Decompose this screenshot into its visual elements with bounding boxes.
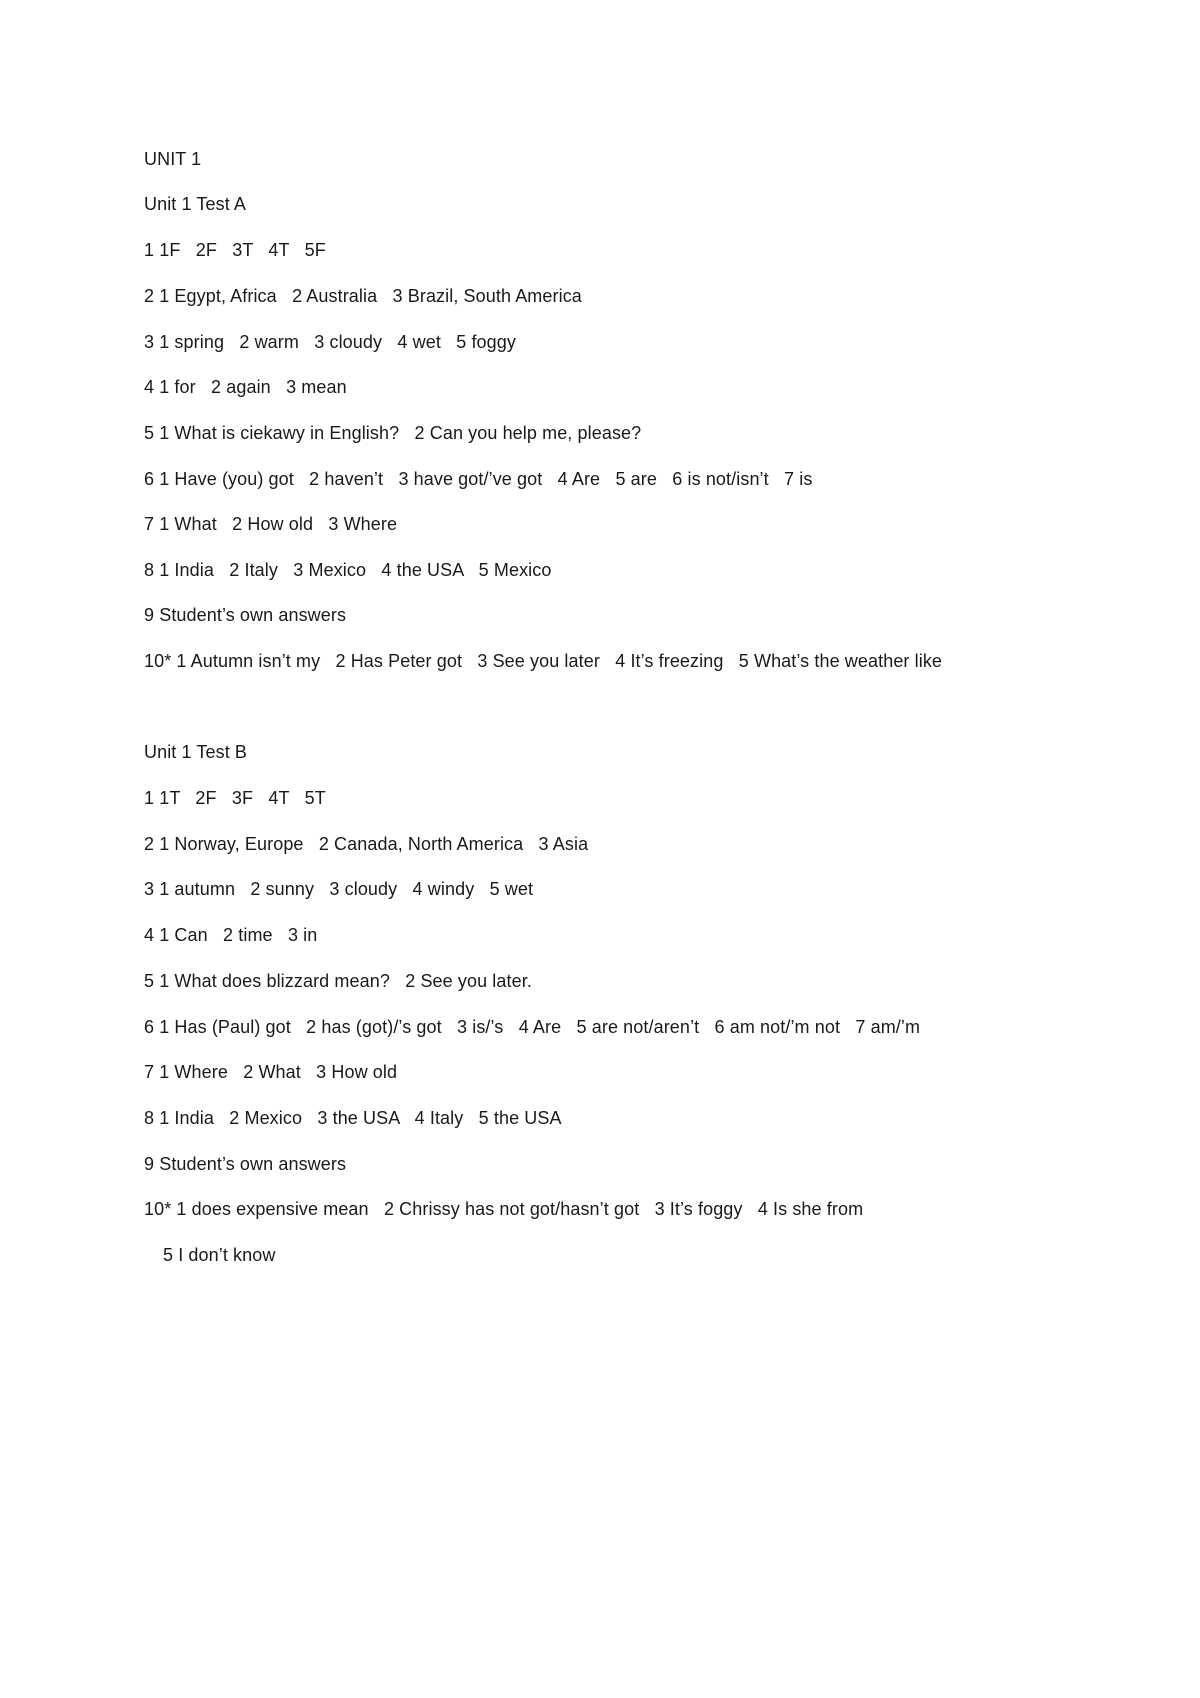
test-a-answer-8: 8 1 India 2 Italy 3 Mexico 4 the USA 5 Mexico bbox=[144, 560, 552, 580]
test-a-answer-7: 7 1 What 2 How old 3 Where bbox=[144, 514, 398, 534]
test-a-answer-4: 4 1 for 2 again 3 mean bbox=[144, 377, 347, 397]
test-b-answer-3: 3 1 autumn 2 sunny 3 cloudy 4 windy 5 wet bbox=[144, 879, 534, 899]
test-b-answer-5: 5 1 What does blizzard mean? 2 See you later. bbox=[144, 971, 532, 991]
test-b-answer-1: 1 1T 2F 3F 4T 5T bbox=[144, 788, 326, 808]
test-a-answer-10: 10* 1 Autumn isn’t my 2 Has Peter got 3 See you later 4 It’s freezing 5 What’s the weather like bbox=[144, 651, 943, 671]
test-b-answer-4: 4 1 Can 2 time 3 in bbox=[144, 925, 318, 945]
test-a-answer-2: 2 1 Egypt, Africa 2 Australia 3 Brazil, South America bbox=[144, 286, 582, 306]
test-b-heading: Unit 1 Test B bbox=[144, 742, 248, 762]
test-b-answer-7: 7 1 Where 2 What 3 How old bbox=[144, 1062, 398, 1082]
test-b-answer-8: 8 1 India 2 Mexico 3 the USA 4 Italy 5 the USA bbox=[144, 1108, 562, 1128]
test-a-answer-1: 1 1F 2F 3T 4T 5F bbox=[144, 240, 326, 260]
test-b-answer-6: 6 1 Has (Paul) got 2 has (got)/’s got 3 is/’s 4 Are 5 are not/aren’t 6 am not/’m not 7 am/’m bbox=[144, 1017, 921, 1037]
test-b-answer-2: 2 1 Norway, Europe 2 Canada, North America 3 Asia bbox=[144, 834, 589, 854]
test-a-heading: Unit 1 Test A bbox=[144, 194, 247, 214]
test-b-answer-10: 10* 1 does expensive mean 2 Chrissy has not got/hasn’t got 3 It’s foggy 4 Is she from bbox=[144, 1199, 864, 1219]
test-a-answer-3: 3 1 spring 2 warm 3 cloudy 4 wet 5 foggy bbox=[144, 332, 516, 352]
unit-title: UNIT 1 bbox=[144, 149, 202, 169]
test-b-answer-10-continued: 5 I don’t know bbox=[163, 1245, 276, 1265]
test-a-answer-6: 6 1 Have (you) got 2 haven’t 3 have got/’ve got 4 Are 5 are 6 is not/isn’t 7 is bbox=[144, 469, 813, 489]
test-a-answer-9: 9 Student’s own answers bbox=[144, 605, 347, 625]
test-b-answer-9: 9 Student’s own answers bbox=[144, 1154, 347, 1174]
test-a-answer-5: 5 1 What is ciekawy in English? 2 Can you help me, please? bbox=[144, 423, 642, 443]
